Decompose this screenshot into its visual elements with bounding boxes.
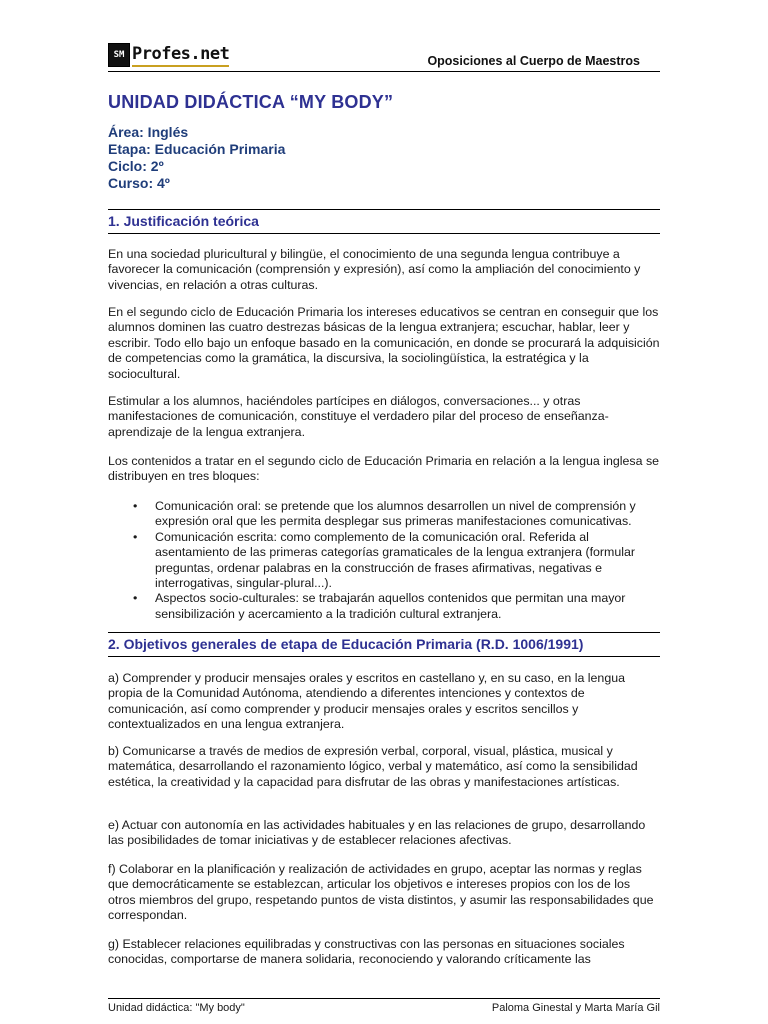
paragraph-text: Los contenidos a tratar en el segundo ciclo de Educación Primaria en relación a la lengua inglesa se distribuyen en tres bloques: — [108, 454, 660, 484]
meta-area: Área: Inglés — [108, 124, 189, 140]
header-divider — [108, 71, 660, 72]
paragraph — [108, 744, 660, 790]
paragraph-text: e) Actuar con autonomía en las actividades habituales y en las relaciones de grupo, desarrollando las posibilidades de tomar iniciativas y de establecer relaciones afectivas. — [108, 818, 646, 848]
paragraph — [108, 394, 660, 440]
meta-etapa: Etapa: Educación Primaria — [108, 141, 286, 157]
paragraph-text: f) Colaborar en la planificación y realización de actividades en grupo, aceptar las normas y reglas que democráticamente se establezcan, articular los objetivos e intereses propios con los de los otros miembros del grupo, respetando puntos de vista distintos, y asumir las responsabilidades que correspondan. — [108, 862, 654, 923]
content-blocks-list — [108, 499, 660, 622]
paragraph — [108, 454, 660, 485]
list-item — [108, 591, 660, 622]
list-item-text: Comunicación escrita: como complemento de la comunicación oral. Referida al asentamiento de las primeras categorías gramaticales de la lengua extranjera (formular preguntas, ordenar palabras en la construcción de frases afirmativas, negativas e interrogativas, singular-plural...). — [155, 529, 636, 591]
footer-left: Unidad didáctica: "My body" — [108, 1002, 245, 1014]
list-item-text: Comunicación oral: se pretende que los alumnos desarrollen un nivel de comprensión y expresión oral que les permita desplegar sus primeras manifestaciones comunicativas. — [155, 499, 636, 529]
paragraph-text: Estimular a los alumnos, haciéndoles partícipes en diálogos, conversaciones... y otras manifestaciones de comunicación, constituye el verdadero pilar del proceso de enseñanza-aprendizaje de la lengua extranjera. — [108, 394, 609, 439]
paragraph — [108, 818, 660, 849]
meta-ciclo: Ciclo: 2º — [108, 158, 164, 174]
paragraph-text: a) Comprender y producir mensajes orales y escritos en castellano y, en su caso, en la lengua propia de la Comunidad Autónoma, atendiendo a diferentes intenciones y contextos de comunicación, así como comprender y producir mensajes orales y escritos sencillos y contextualizados en una lengua extranjera. — [108, 671, 625, 732]
page-footer — [108, 998, 660, 1014]
footer-right: Paloma Ginestal y Marta María Gil — [491, 1002, 660, 1014]
paragraph-text: g) Establecer relaciones equilibradas y constructivas con las personas en situaciones sociales conocidas, comportarse de manera solidaria, reconociendo y valorando críticamente las — [108, 937, 625, 967]
document-title: UNIDAD DIDÁCTICA “MY BODY” — [108, 92, 394, 112]
paragraph — [108, 671, 660, 733]
paragraph — [108, 937, 660, 968]
page-header — [108, 42, 660, 72]
list-item — [108, 499, 660, 530]
paragraph — [108, 305, 660, 382]
paragraph-text: En el segundo ciclo de Educación Primaria los intereses educativos se centran en conseguir que los alumnos dominen las cuatro destrezas básicas de la lengua extranjera; escuchar, hablar, leer y escribir. Todo ello bajo un enfoque basado en la comunicación, en donde se procurará la adquisición de competencias como la gramática, la discursiva, la sociolingüística, la estratégica y la sociocultural. — [108, 305, 660, 381]
paragraph — [108, 862, 660, 924]
paragraph — [108, 247, 660, 293]
section-heading-objetivos — [108, 632, 660, 657]
bullet-icon: • — [133, 499, 138, 513]
bullet-icon: • — [133, 529, 138, 544]
section-heading-justificacion — [108, 209, 660, 234]
section-heading-text: 2. Objetivos generales de etapa de Educación Primaria (R.D. 1006/1991) — [108, 636, 584, 652]
logo-mark-icon: SM — [108, 43, 130, 67]
paragraph-text: b) Comunicarse a través de medios de expresión verbal, corporal, visual, plástica, musical y matemática, desarrollando el razonamiento lógico, verbal y matemático, así como la sensibilidad estética, la creatividad y la capacidad para disfrutar de las obras y manifestaciones artísticas. — [108, 744, 638, 789]
meta-curso: Curso: 4º — [108, 175, 170, 191]
logo-text: Profes.net — [132, 44, 229, 67]
course-meta — [108, 124, 285, 192]
list-item-text: Aspectos socio-culturales: se trabajarán aquellos contenidos que permitan una mayor sensibilización y acercamiento a la tradición cultural extranjera. — [155, 591, 626, 621]
list-item — [108, 530, 660, 592]
header-subtitle: Oposiciones al Cuerpo de Maestros — [427, 54, 640, 68]
section-heading-text: 1. Justificación teórica — [108, 213, 259, 229]
paragraph-text: En una sociedad pluricultural y bilingüe, el conocimiento de una segunda lengua contribuye a favorecer la comunicación (comprensión y expresión), así como la ampliación del conocimiento y vivencias, en relación a otras culturas. — [108, 247, 641, 292]
profes-net-logo[interactable] — [108, 42, 229, 68]
bullet-icon: • — [133, 591, 138, 606]
